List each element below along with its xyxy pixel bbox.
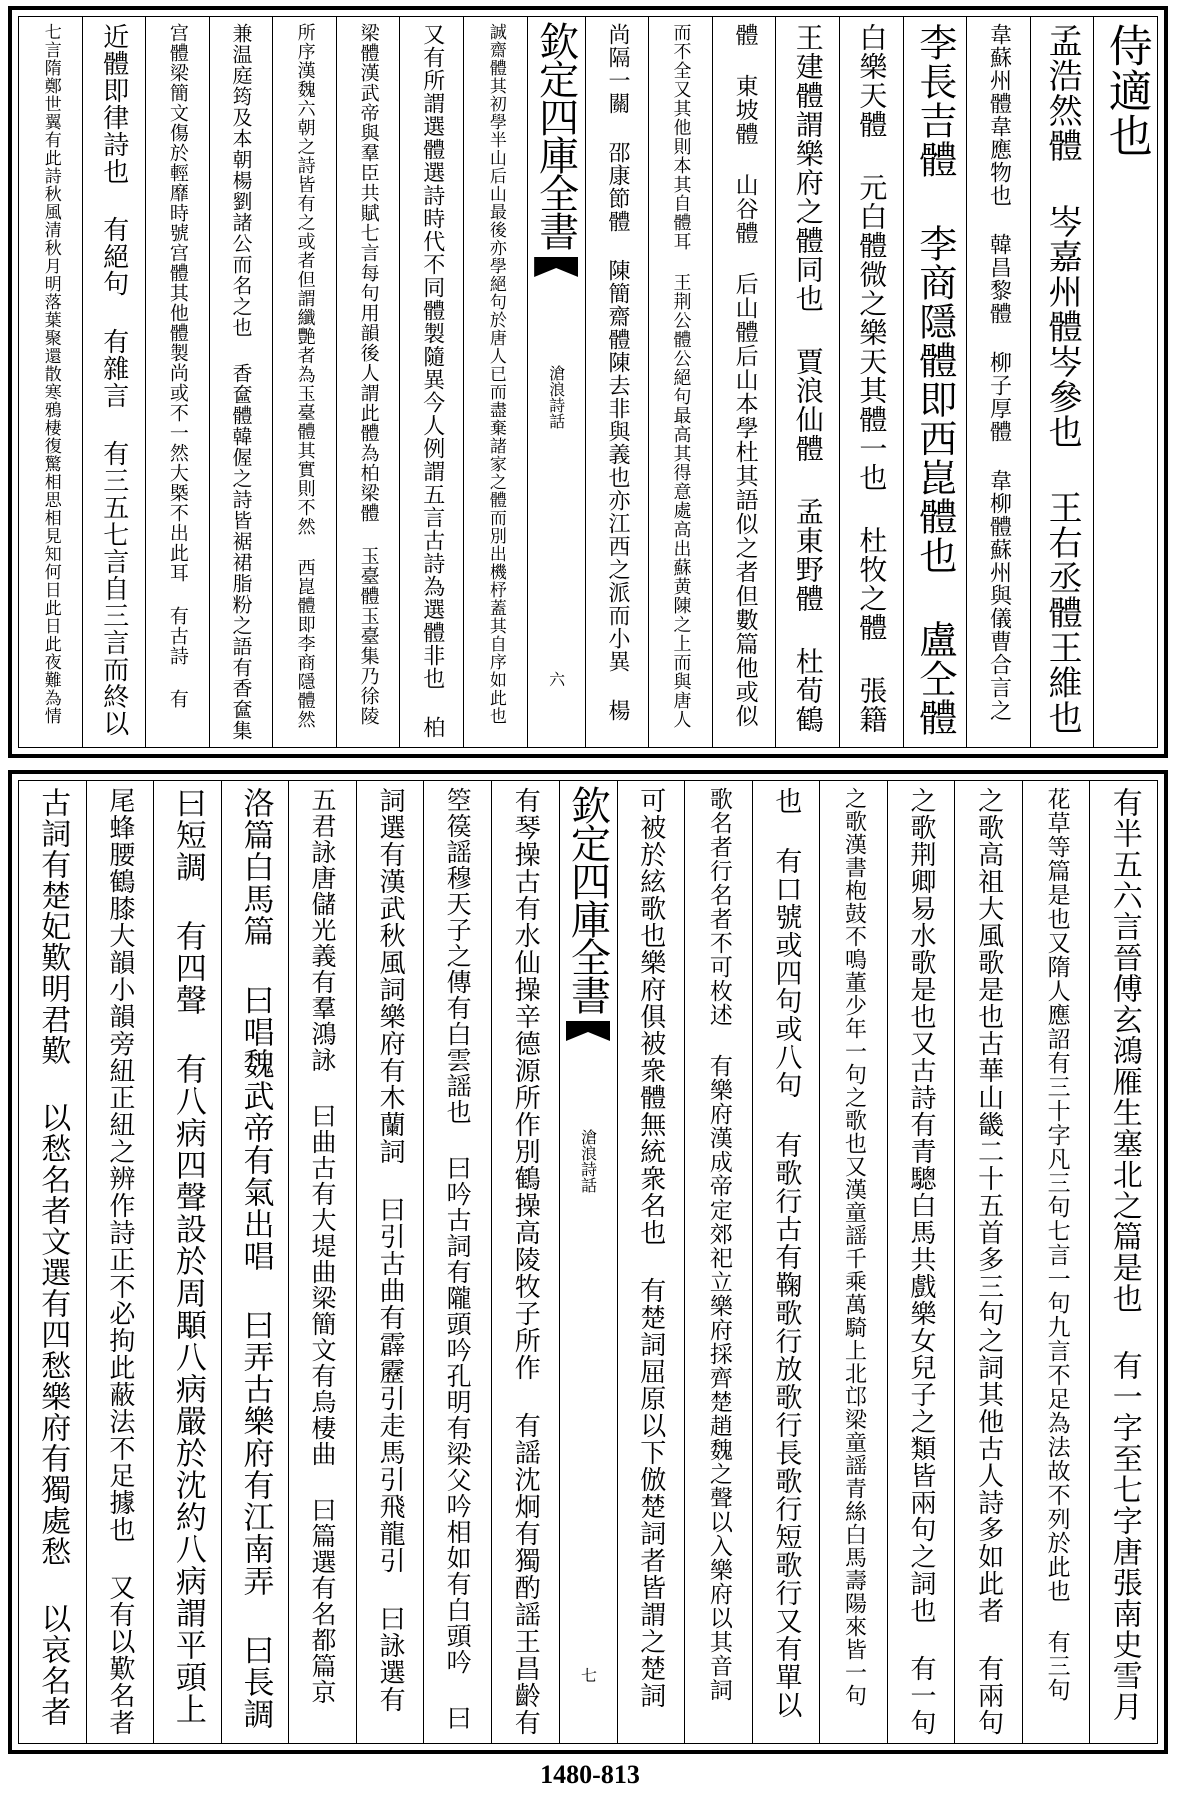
text-column [966, 17, 1030, 747]
column-text: 孟浩然體 岑嘉州體岑參也 王右丞體王維也 [1042, 23, 1083, 735]
text-column [82, 17, 146, 747]
column-text: 韋蘇州體韋應物也 韓昌黎體 柳子厚體 韋柳體蘇州與儀曹合言之 [986, 23, 1012, 722]
column-text: 體 東坡體 山谷體 后山體后山本學杜其語似之者但數篇他或似 [731, 23, 758, 728]
text-column [819, 781, 887, 1743]
column-text: 而不全又其他則本其自體耳 王荆公體公絕句最高其得意處高出蘇黄陳之上而與唐人 [670, 23, 692, 729]
text-column [684, 781, 752, 1743]
column-text: 有半五六言晉傅玄鴻雁生塞北之篇是也 有一字至七字唐張南史雪月 [1106, 787, 1142, 1722]
text-column [19, 781, 86, 1743]
column-text: 誠齋體其初學半山后山最後亦學絕句於唐人已而盡棄諸家之體而別出機杼蓋其自序如此也 [485, 23, 506, 725]
fishtail-mark-icon [566, 1021, 610, 1041]
column-text: 歌名者行名者不可枚述 有樂府漢成帝定郊祀立樂府採齊楚趙魏之聲以入樂府以其音詞 [705, 787, 732, 1702]
text-column [463, 17, 527, 747]
column-text: 古詞有楚妃歎明君歎 以愁名者文選有四愁樂府有獨處愁 以哀名者 [35, 787, 71, 1727]
page-lower [8, 770, 1168, 1754]
text-column [585, 17, 649, 747]
text-column [839, 17, 903, 747]
text-column [272, 17, 336, 747]
text-column [153, 781, 221, 1743]
text-column [221, 781, 289, 1743]
spine-center-column [559, 781, 617, 1743]
page-upper [8, 6, 1168, 758]
column-text: 箜篌謡穆天子之傳有白雲謡也 曰吟古詞有隴頭吟孔明有梁父吟相如有白頭吟 曰 [443, 787, 473, 1731]
column-text: 可被於絃歌也樂府俱被衆體無統衆名也 有楚詞屈原以下倣楚詞者皆謂之楚詞 [635, 787, 666, 1709]
text-column [648, 17, 712, 747]
spine-center-column [527, 17, 585, 747]
leaf-page-number: 六 [546, 671, 566, 687]
leaf-page-number: 七 [578, 1667, 598, 1683]
column-text: 尾蜂腰鶴膝大韻小韻旁紐正紐之辨作詩正不必拘此蔽法不足據也 又有以歎名者 [104, 787, 135, 1736]
text-column [19, 17, 82, 747]
text-column [86, 781, 154, 1743]
column-text: 之歌漢書枹鼓不鳴董少年一句之歌也又漢童謡千乘萬騎上北邙梁童謡青絲白馬壽陽來皆一句 [841, 787, 867, 1707]
page-lower-frame [18, 780, 1158, 1744]
text-column [356, 781, 424, 1743]
text-column [712, 17, 776, 747]
column-text: 所序漢魏六朝之詩皆有之或者但謂纖艷者為玉臺體其實則不然 西崑體即李商隱體然 [294, 23, 316, 729]
text-column [775, 17, 839, 747]
column-text: 有琴操古有水仙操辛德源所作別鶴操高陵牧子所作 有謡沈炯有獨酌謡王昌齡有 [510, 787, 541, 1736]
text-column [1030, 17, 1094, 747]
text-column [423, 781, 491, 1743]
column-text: 曰短調 有四聲 有八病四聲設於周顒八病嚴於沈約八病謂平頭上 [169, 787, 206, 1725]
text-column [1089, 781, 1157, 1743]
column-text: 侍適也 [1100, 23, 1152, 158]
column-text: 兼温庭筠及本朝楊劉諸公而名之也 香奩體韓偓之詩皆裾裙脂粉之語有香奩集 [228, 23, 253, 741]
text-column [209, 17, 273, 747]
spine-title: 欽定四庫全書 [564, 785, 611, 1013]
spine-title: 欽定四庫全書 [532, 21, 579, 249]
column-text: 李長吉體 李商隱體即西崑體也 盧仝體 [912, 23, 957, 737]
column-text: 七言隋鄭世翼有此詩秋風清秋月明落葉聚還散寒鴉棲復驚相思相見知何日此日此夜難為情 [40, 23, 61, 725]
column-text: 花草等篇是也又隋人應詔有三十字凡三句七言一句九言不足為法故不列於此也 有三句 [1043, 787, 1070, 1702]
text-column [336, 17, 400, 747]
text-column [887, 781, 955, 1743]
column-text: 洛篇白馬篇 曰唱魏武帝有氣出唱 曰弄古樂府有江南弄 曰長調 [237, 787, 274, 1730]
text-column [954, 781, 1022, 1743]
text-column [903, 17, 967, 747]
spine-subtitle: 滄浪詩話 [546, 365, 566, 429]
page-upper-frame [18, 16, 1158, 748]
column-text: 也 有口號或四句或八句 有歌行古有鞠歌行放歌行長歌行短歌行又有單以 [770, 787, 802, 1719]
fishtail-mark-icon [534, 257, 578, 277]
text-column [145, 17, 209, 747]
column-text: 梁體漢武帝與羣臣共賦七言每句用韻後人謂此體為柏梁體 玉臺體玉臺集乃徐陵 [357, 23, 380, 726]
column-text: 白樂天體 元白體微之樂天其體一也 杜牧之體 張籍 [855, 23, 889, 734]
text-column [617, 781, 685, 1743]
column-text: 之歌荆卿易水歌是也又古詩有青驄白馬共戲樂女兒子之類皆兩句之詞也 有一句 [906, 787, 937, 1736]
text-column [1093, 17, 1157, 747]
column-text: 之歌高祖大風歌是也古華山畿二十五首多三句之詞其他古人詩多如此者 有兩句 [973, 787, 1004, 1736]
spine-subtitle: 滄浪詩話 [578, 1129, 598, 1193]
text-column [1022, 781, 1090, 1743]
column-text: 五君詠唐儲光義有羣鴻詠 曰曲古有大堤曲梁簡文有烏棲曲 曰篇選有名都篇京 [308, 787, 338, 1705]
column-text: 詞選有漢武秋風詞樂府有木蘭詞 曰引古曲有霹靂引走馬引飛龍引 曰詠選有 [375, 787, 406, 1713]
text-column [288, 781, 356, 1743]
footer-page-number: 1480-813 [540, 1760, 640, 1789]
text-column [399, 17, 463, 747]
text-column [752, 781, 820, 1743]
text-column [491, 781, 559, 1743]
column-text: 王建體謂樂府之體同也 賈浪仙體 孟東野體 杜荀鶴 [791, 23, 825, 734]
column-text: 宫體梁簡文傷於輕靡時號宫體其他體製尚或不一然大槩不出此耳 有古詩 有 [166, 23, 189, 709]
column-text: 尚隔一關 邵康節體 陳簡齋體陳去非與義也亦江西之派而小異 楊 [604, 23, 630, 722]
column-text: 又有所謂選體選詩時代不同體製隨異今人例謂五言古詩為選體非也 柏 [419, 23, 445, 739]
column-text: 近體即律詩也 有絕句 有雜言 有三五七言自三言而終以 [98, 23, 129, 737]
